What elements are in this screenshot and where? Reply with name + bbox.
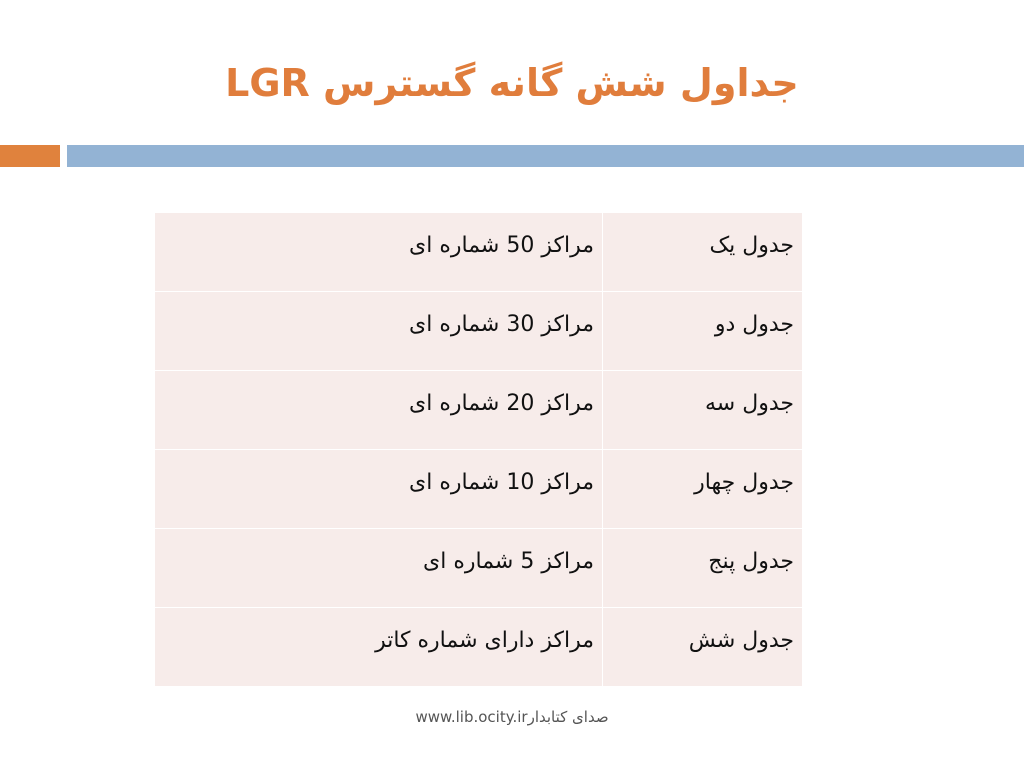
table-row (155, 450, 803, 529)
table-name-cell: جدول شش (603, 608, 803, 687)
accent-bar-blue (67, 145, 1024, 167)
table-row (155, 213, 803, 292)
table-row (155, 608, 803, 687)
table-description-cell: مراکز 5 شماره ای (155, 529, 603, 608)
table-row (155, 529, 803, 608)
table-description-cell: مراکز 30 شماره ای (155, 292, 603, 371)
table-name-cell: جدول چهار (603, 450, 803, 529)
slide-footer (300, 708, 724, 726)
table-description-cell: مراکز 20 شماره ای (155, 371, 603, 450)
table-name-cell: جدول یک (603, 213, 803, 292)
table-description-cell: مراکز دارای شماره کاتر (155, 608, 603, 687)
table-description-cell: مراکز 10 شماره ای (155, 450, 603, 529)
table-name-cell: جدول سه (603, 371, 803, 450)
tables-list (154, 212, 803, 687)
table-row (155, 371, 803, 450)
footer-text: www.lib.ocity.irصدای کتابدار (415, 708, 609, 726)
table-description-cell: مراکز 50 شماره ای (155, 213, 603, 292)
accent-bar-orange (0, 145, 60, 167)
slide-title: جداول شش گانه گسترس LGR (225, 61, 799, 105)
table-name-cell: جدول پنج (603, 529, 803, 608)
table-row (155, 292, 803, 371)
table-name-cell: جدول دو (603, 292, 803, 371)
